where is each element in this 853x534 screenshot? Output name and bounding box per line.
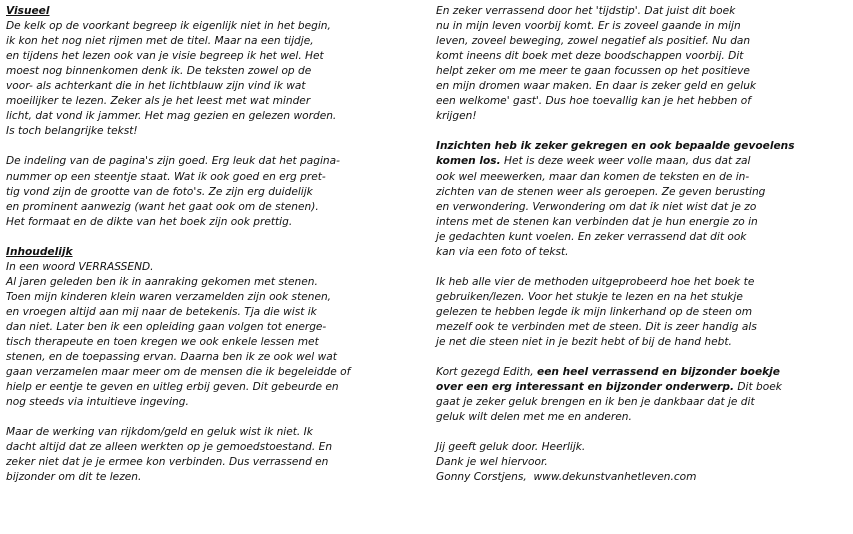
paragraph-timing — [436, 4, 848, 124]
left-column — [6, 4, 416, 486]
text-line: helpt zeker om me meer te gaan focussen op het positieve — [436, 65, 750, 78]
text-line: gebruiken/lezen. Voor het stukje te lezen en na het stukje — [436, 290, 743, 303]
text-fragment: Kort gezegd Edith, — [436, 366, 538, 379]
text-line: bijzonder om dit te lezen. — [6, 471, 142, 484]
text-line: een welkome' gast'. Dus hoe toevallig kan je het hebben of — [436, 95, 751, 108]
text-line: moest nog binnenkomen denk ik. De teksten zowel op de — [6, 65, 312, 78]
text-line: Toen mijn kinderen klein waren verzamelden zijn ook stenen, — [6, 290, 332, 303]
text-line: dan niet. Later ben ik een opleiding gaan volgen tot energe- — [6, 320, 327, 333]
text-line: De kelk op de voorkant begreep ik eigenlijk niet in het begin, — [6, 20, 331, 33]
right-column — [436, 4, 848, 486]
text-line: en prominent aanwezig (want het gaat ook om de stenen). — [6, 200, 319, 213]
text-line: En zeker verrassend door het 'tijdstip'. Dat juist dit boek — [436, 5, 736, 17]
text-line: In een woord VERRASSEND. — [6, 260, 154, 273]
text-line: nu in mijn leven voorbij komt. Er is zoveel gaande in mijn — [436, 20, 741, 33]
closing — [436, 440, 848, 485]
text-line: ik kon het nog niet rijmen met de titel. Maar na een tijdje, — [6, 35, 314, 48]
paragraph-inhoudelijk-stones — [6, 260, 416, 410]
text-line: stenen, en de toepassing ervan. Daarna ben ik ze ook wel wat — [6, 351, 337, 364]
text-line — [436, 365, 848, 380]
paragraph-insights — [436, 139, 848, 259]
summary-bold-fragment: over een erg interessant en bijzonder onderwerp. — [436, 381, 734, 394]
text-line: je gedachten kunt voelen. En zeker verrassend dat dit ook — [436, 230, 747, 243]
text-line: geluk wilt delen met me en anderen. — [436, 411, 632, 424]
text-line: Dank je wel hiervoor. — [436, 456, 548, 469]
text-line: komt ineens dit boek met deze boodschappen voorbij. Dit — [436, 50, 744, 63]
text-fragment: Dit boek — [734, 381, 782, 394]
insights-bold-line: Inzichten heb ik zeker gekregen en ook bepaalde gevoelens — [436, 140, 795, 153]
text-line: en mijn dromen waar maken. En daar is zeker geld en geluk — [436, 80, 757, 93]
text-line: gaan verzamelen maar meer om de mensen die ik begeleidde of — [6, 366, 351, 379]
paragraph-inhoudelijk-wealth — [6, 425, 416, 485]
text-line: gaat je zeker geluk brengen en ik ben je dankbaar dat je dit — [436, 396, 755, 409]
text-line: Al jaren geleden ben ik in aanraking gekomen met stenen. — [6, 275, 318, 288]
text-line: gelezen te hebben legde ik mijn linkerhand op de steen om — [436, 305, 753, 318]
paragraph-summary — [436, 365, 848, 425]
signature-name: Gonny Corstjens, — [436, 471, 527, 484]
text-line: en verwondering. Verwondering om dat ik niet wist dat je zo — [436, 200, 757, 213]
paragraph-visueel-layout — [6, 154, 416, 229]
text-line: krijgen! — [436, 110, 477, 123]
insights-bold-fragment: komen los. — [436, 155, 501, 168]
text-line: licht, dat vond ik jammer. Het mag gezien en gelezen worden. — [6, 110, 337, 123]
text-line: tig vond zijn de grootte van de foto's. Ze zijn erg duidelijk — [6, 185, 313, 198]
text-line — [436, 154, 848, 169]
text-line: nummer op een steentje staat. Wat ik ook goed en erg pret- — [6, 170, 326, 183]
text-line: Is toch belangrijke tekst! — [6, 125, 138, 138]
text-line: zichten van de stenen weer als geroepen. Ze geven berusting — [436, 185, 766, 198]
text-line: Maar de werking van rijkdom/geld en geluk wist ik niet. Ik — [6, 426, 313, 439]
text-line: Het formaat en de dikte van het boek zijn ook prettig. — [6, 215, 293, 228]
signature — [436, 470, 848, 485]
text-line: ook wel meewerken, maar dan komen de teksten en de in- — [436, 170, 750, 183]
text-line: voor- als achterkant die in het lichtblauw zijn vind ik wat — [6, 80, 306, 93]
paragraph-visueel-cover — [6, 19, 416, 139]
text-line: hielp er eentje te geven en uitleg erbij geven. Dit gebeurde en — [6, 381, 339, 394]
text-line: intens met de stenen kan verbinden dat je hun energie zo in — [436, 215, 758, 228]
text-line: dacht altijd dat ze alleen werkten op je gemoedstoestand. En — [6, 441, 333, 454]
text-line: je net die steen niet in je bezit hebt of bij de hand hebt. — [436, 336, 732, 349]
text-line: leven, zoveel beweging, zowel negatief als positief. Nu dan — [436, 35, 751, 48]
inhoudelijk-heading: Inhoudelijk — [6, 245, 73, 258]
text-line: tisch therapeute en toen kregen we ook enkele lessen met — [6, 336, 319, 349]
text-line — [436, 380, 848, 395]
text-line: en tijdens het lezen ook van je visie begreep ik het wel. Het — [6, 50, 324, 63]
text-line: mezelf ook te verbinden met de steen. Dit is zeer handig als — [436, 320, 757, 333]
signature-website: www.dekunstvanhetleven.com — [533, 471, 697, 484]
text-line: De indeling van de pagina's zijn goed. Erg leuk dat het pagina- — [6, 155, 340, 168]
paragraph-methods — [436, 275, 848, 350]
summary-bold-fragment: een heel verrassend en bijzonder boekje — [537, 366, 780, 379]
text-line: nog steeds via intuitieve ingeving. — [6, 396, 189, 409]
text-line: Jij geeft geluk door. Heerlijk. — [436, 441, 586, 454]
text-line: moeilijker te lezen. Zeker als je het leest met wat minder — [6, 95, 311, 108]
text-fragment: Het is deze week weer volle maan, dus dat zal — [500, 155, 751, 168]
text-line: kan via een foto of tekst. — [436, 245, 569, 258]
text-line: Ik heb alle vier de methoden uitgeprobeerd hoe het boek te — [436, 275, 755, 288]
visueel-heading: Visueel — [6, 5, 50, 17]
text-line: en vroegen altijd aan mij naar de betekenis. Tja die wist ik — [6, 305, 317, 318]
text-line: zeker niet dat je je ermee kon verbinden. Dus verrassend en — [6, 456, 329, 469]
